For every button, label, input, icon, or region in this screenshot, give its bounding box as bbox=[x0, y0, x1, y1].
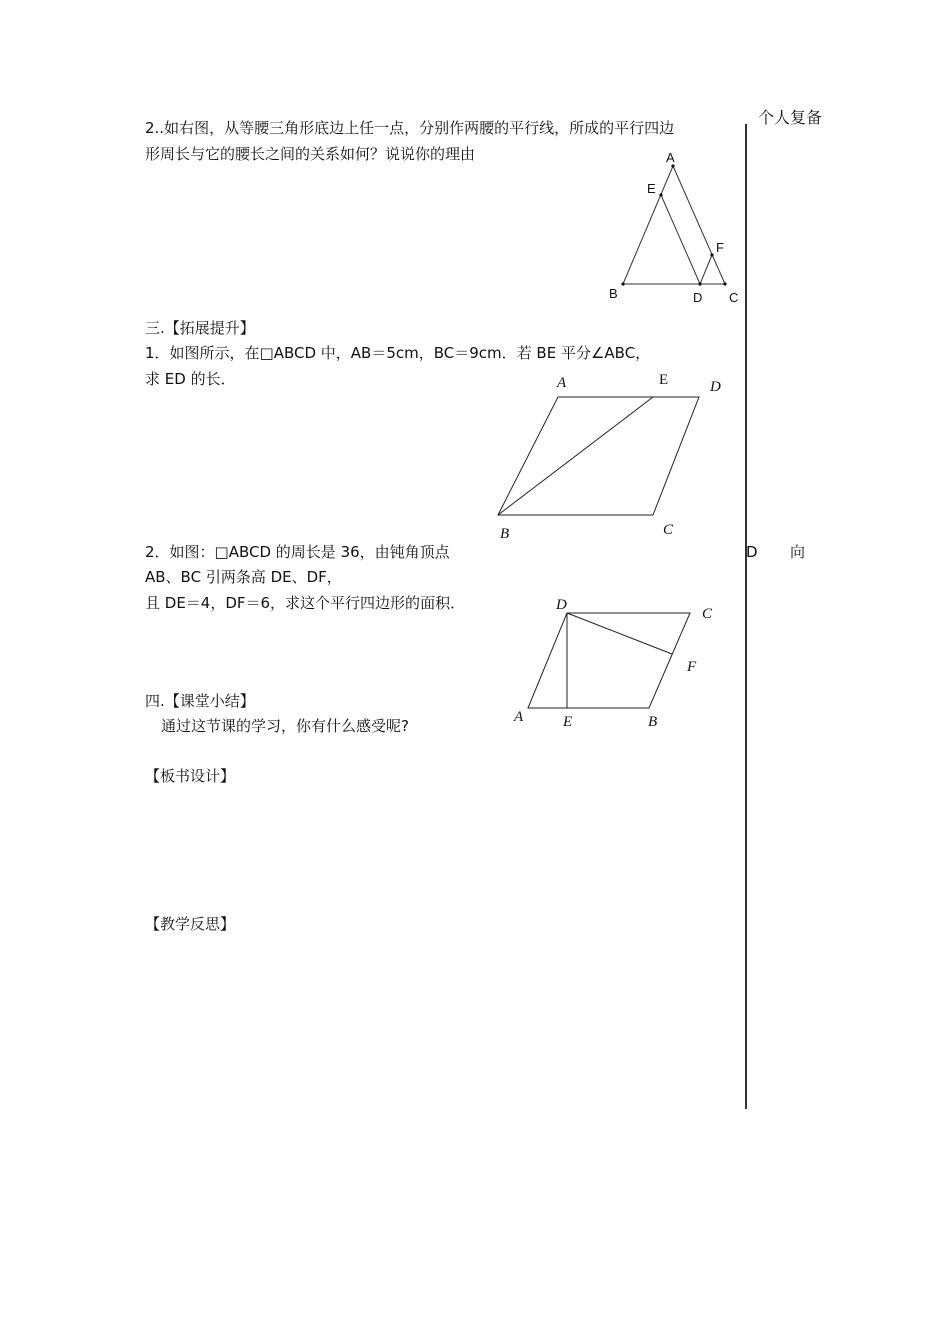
label-B: B bbox=[609, 286, 618, 301]
label-E: E bbox=[659, 372, 669, 388]
reflection-heading: 【教学反思】 bbox=[145, 915, 236, 933]
label-B: B bbox=[500, 526, 510, 542]
label-E: E bbox=[563, 714, 573, 730]
label-C: C bbox=[702, 606, 713, 622]
problem2-text-line2: 形周长与它的腰长之间的关系如何？说说你的理由 bbox=[145, 145, 476, 163]
label-C: C bbox=[663, 522, 674, 538]
section3-q2-line2: AB、BC 引两条高 DE、DF， bbox=[145, 568, 342, 586]
problem2-text-line1: 2..如右图，从等腰三角形底边上任一点，分别作两腰的平行线，所成的平行四边 bbox=[145, 119, 675, 137]
side-fragment-d: D bbox=[746, 543, 758, 561]
section4-heading: 四.【课堂小结】 bbox=[145, 692, 255, 710]
label-F: F bbox=[687, 659, 697, 675]
section3-q2-line1: 2．如图：□ABCD 的周长是 36，由钝角顶点 bbox=[145, 543, 450, 561]
label-D: D bbox=[693, 290, 703, 305]
side-column-title: 个人复备 bbox=[758, 108, 823, 127]
section3-q1-line1: 1．如图所示，在□ABCD 中，AB＝5cm，BC＝9cm．若 BE 平分∠ABC， bbox=[145, 344, 651, 362]
label-A: A bbox=[514, 709, 524, 725]
label-D: D bbox=[556, 597, 567, 613]
section3-q2-line3: 且 DE＝4，DF＝6，求这个平行四边形的面积． bbox=[145, 594, 466, 612]
label-C: C bbox=[729, 290, 739, 305]
side-fragment-xiang: 向 bbox=[790, 543, 806, 561]
label-D: D bbox=[710, 379, 721, 395]
board-design-heading: 【板书设计】 bbox=[145, 767, 236, 785]
section3-heading: 三.【拓展提升】 bbox=[145, 319, 255, 337]
section4-prompt: 通过这节课的学习，你有什么感受呢? bbox=[161, 717, 409, 735]
label-A: A bbox=[557, 375, 567, 391]
label-F: F bbox=[716, 240, 724, 255]
label-A: A bbox=[666, 150, 675, 165]
label-E: E bbox=[647, 181, 656, 196]
section3-q1-line2: 求 ED 的长． bbox=[145, 370, 236, 388]
label-B: B bbox=[648, 714, 658, 730]
